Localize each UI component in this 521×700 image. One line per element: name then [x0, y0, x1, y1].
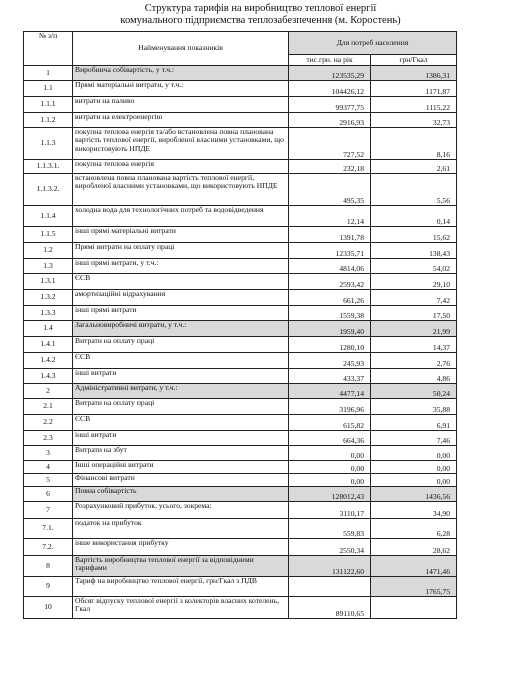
row-indicator-name: покупна теплова енергія: [73, 160, 289, 174]
table-row: [24, 174, 457, 206]
row-value-thousand-uah: 3110,17: [289, 502, 371, 519]
row-number: 2: [24, 384, 73, 399]
row-indicator-name: податок на прибуток: [73, 519, 289, 539]
row-value-uah-per-gcal: 4,86: [371, 369, 457, 384]
table-row: [24, 81, 457, 97]
row-value-uah-per-gcal: 8,16: [371, 128, 457, 160]
table-row: [24, 128, 457, 160]
row-value-thousand-uah: 2593,42: [289, 274, 371, 290]
row-value-thousand-uah: 99377,75: [289, 97, 371, 113]
row-number: 10: [24, 597, 73, 619]
row-value-uah-per-gcal: 7,42: [371, 290, 457, 306]
row-value-thousand-uah: 245,93: [289, 353, 371, 369]
table-row: [24, 399, 457, 415]
table-row: [24, 243, 457, 259]
row-number: 1: [24, 66, 73, 81]
row-value-thousand-uah: 433,37: [289, 369, 371, 384]
row-indicator-name: витрати на електроенергію: [73, 113, 289, 128]
row-value-uah-per-gcal: [371, 597, 457, 619]
table-row: [24, 487, 457, 502]
row-value-uah-per-gcal: 50,24: [371, 384, 457, 399]
row-number: 8: [24, 556, 73, 577]
table-row: [24, 369, 457, 384]
row-indicator-name: Прямі матеріальні витрати, у т.ч.:: [73, 81, 289, 97]
table-row: [24, 337, 457, 353]
row-value-thousand-uah: 664,36: [289, 431, 371, 446]
row-number: 7.2.: [24, 539, 73, 556]
row-value-thousand-uah: 1559,38: [289, 306, 371, 321]
row-number: 1.1.1: [24, 97, 73, 113]
row-value-uah-per-gcal: 1765,75: [371, 577, 457, 597]
table-row: [24, 431, 457, 446]
row-indicator-name: Виробнича собівартість, у т.ч.:: [73, 66, 289, 81]
row-indicator-name: інші витрати: [73, 431, 289, 446]
tariff-structure-table: [23, 31, 457, 619]
table-row: [24, 577, 457, 597]
row-number: 1.3.1: [24, 274, 73, 290]
row-number: 1.4: [24, 321, 73, 337]
row-value-uah-per-gcal: 1436,56: [371, 487, 457, 502]
row-number: 1.1.3.2.: [24, 174, 73, 206]
row-value-thousand-uah: 12335,71: [289, 243, 371, 259]
table-row: [24, 415, 457, 431]
row-value-thousand-uah: 3196,96: [289, 399, 371, 415]
table-row: [24, 66, 457, 81]
row-number: 1.3.3: [24, 306, 73, 321]
title-line-2: комунального підприємства теплозабезпечення (м. Коростень): [120, 15, 401, 26]
table-row: [24, 556, 457, 577]
row-indicator-name: ЄСВ: [73, 353, 289, 369]
row-indicator-name: покупна теплова енергія та/або встановлена повна планована вартість теплової енергії, виробленої власними установками, що використовують НПДЕ: [73, 128, 289, 160]
row-value-thousand-uah: 0,00: [289, 474, 371, 487]
row-value-uah-per-gcal: 1471,46: [371, 556, 457, 577]
row-indicator-name: ЄСВ: [73, 415, 289, 431]
row-value-uah-per-gcal: 28,62: [371, 539, 457, 556]
row-number: 1.2: [24, 243, 73, 259]
row-number: 4: [24, 461, 73, 474]
row-number: 1.1.3: [24, 128, 73, 160]
table-row: [24, 384, 457, 399]
row-number: 1.1.2: [24, 113, 73, 128]
row-value-thousand-uah: 2916,93: [289, 113, 371, 128]
row-value-thousand-uah: 4814,06: [289, 259, 371, 274]
document-title: [0, 3, 521, 27]
row-value-uah-per-gcal: 0,14: [371, 206, 457, 227]
row-value-thousand-uah: 232,18: [289, 160, 371, 174]
row-value-thousand-uah: 104426,12: [289, 81, 371, 97]
row-indicator-name: Інші операційні витрати: [73, 461, 289, 474]
row-value-thousand-uah: 1959,40: [289, 321, 371, 337]
row-indicator-name: Обсяг відпуску теплової енергії з колекторів власних котелень, Гкал: [73, 597, 289, 619]
row-value-thousand-uah: 123535,29: [289, 66, 371, 81]
row-value-uah-per-gcal: 54,02: [371, 259, 457, 274]
row-indicator-name: Розрахунковий прибуток, усього, зокрема:: [73, 502, 289, 519]
header-unit-thousand-uah: тис.грн. на рік: [289, 55, 371, 66]
row-number: 1.1: [24, 81, 73, 97]
header-number: № з/п: [24, 32, 73, 66]
row-value-uah-per-gcal: 138,43: [371, 243, 457, 259]
row-indicator-name: встановлена повна планована вартість теплової енергії, виробленої власними установками, що використовують НПДЕ: [73, 174, 289, 206]
row-value-uah-per-gcal: 6,91: [371, 415, 457, 431]
table-row: [24, 597, 457, 619]
table-row: [24, 461, 457, 474]
row-indicator-name: холодна вода для технологічних потреб та водовідведення: [73, 206, 289, 227]
row-number: 7.1.: [24, 519, 73, 539]
row-indicator-name: Прямі витрати на оплату праці: [73, 243, 289, 259]
row-value-thousand-uah: 89110,65: [289, 597, 371, 619]
row-number: 5: [24, 474, 73, 487]
row-value-thousand-uah: 1391,78: [289, 227, 371, 243]
row-value-uah-per-gcal: 2,76: [371, 353, 457, 369]
row-indicator-name: Адміністративні витрати, у т.ч.:: [73, 384, 289, 399]
row-value-thousand-uah: 559,83: [289, 519, 371, 539]
row-indicator-name: амортизаційні відрахування: [73, 290, 289, 306]
row-number: 3: [24, 446, 73, 461]
table-row: [24, 539, 457, 556]
row-number: 1.4.2: [24, 353, 73, 369]
row-value-uah-per-gcal: 15,62: [371, 227, 457, 243]
row-number: 9: [24, 577, 73, 597]
table-row: [24, 290, 457, 306]
row-value-uah-per-gcal: 7,46: [371, 431, 457, 446]
table-row: [24, 446, 457, 461]
row-value-uah-per-gcal: 17,50: [371, 306, 457, 321]
row-number: 2.3: [24, 431, 73, 446]
table-row: [24, 160, 457, 174]
row-number: 1.1.3.1.: [24, 160, 73, 174]
table-row: [24, 321, 457, 337]
title-line-1: Структура тарифів на виробництво теплової енергії: [144, 3, 377, 14]
row-indicator-name: інші прямі витрати: [73, 306, 289, 321]
row-indicator-name: Витрати на оплату праці: [73, 337, 289, 353]
row-value-thousand-uah: 4477,14: [289, 384, 371, 399]
table-row: [24, 474, 457, 487]
table-row: [24, 502, 457, 519]
header-indicator-name: Найменування показників: [73, 32, 289, 66]
row-value-uah-per-gcal: 1171,87: [371, 81, 457, 97]
row-value-uah-per-gcal: 1386,31: [371, 66, 457, 81]
row-value-uah-per-gcal: 6,28: [371, 519, 457, 539]
row-value-uah-per-gcal: 14,37: [371, 337, 457, 353]
table-row: [24, 274, 457, 290]
row-value-uah-per-gcal: 29,10: [371, 274, 457, 290]
row-indicator-name: Вартість виробництва теплової енергії за відповідними тарифами: [73, 556, 289, 577]
table-row: [24, 227, 457, 243]
row-value-thousand-uah: [289, 577, 371, 597]
row-indicator-name: інші прямі витрати, у т.ч.:: [73, 259, 289, 274]
row-indicator-name: ЄСВ: [73, 274, 289, 290]
row-number: 1.3: [24, 259, 73, 274]
row-value-uah-per-gcal: 21,99: [371, 321, 457, 337]
row-value-uah-per-gcal: 35,88: [371, 399, 457, 415]
row-value-thousand-uah: 128012,43: [289, 487, 371, 502]
row-number: 6: [24, 487, 73, 502]
row-value-uah-per-gcal: 0,00: [371, 474, 457, 487]
row-value-uah-per-gcal: 32,73: [371, 113, 457, 128]
row-number: 2.2: [24, 415, 73, 431]
row-number: 2.1: [24, 399, 73, 415]
row-number: 1.1.5: [24, 227, 73, 243]
row-indicator-name: Тариф на виробництво теплової енергії, грн/Гкал з ПДВ: [73, 577, 289, 597]
row-value-thousand-uah: 131122,60: [289, 556, 371, 577]
table-row: [24, 97, 457, 113]
row-value-thousand-uah: 12,14: [289, 206, 371, 227]
table-row: [24, 353, 457, 369]
row-indicator-name: Фінансові витрати: [73, 474, 289, 487]
row-indicator-name: Витрати на збут: [73, 446, 289, 461]
row-value-thousand-uah: 2550,34: [289, 539, 371, 556]
row-value-thousand-uah: 0,00: [289, 461, 371, 474]
row-indicator-name: Повна собівартість: [73, 487, 289, 502]
table-row: [24, 113, 457, 128]
row-number: 1.3.2: [24, 290, 73, 306]
table-row: [24, 519, 457, 539]
row-value-thousand-uah: 615,82: [289, 415, 371, 431]
table-body: [24, 66, 457, 619]
row-value-uah-per-gcal: 0,00: [371, 446, 457, 461]
table-row: [24, 206, 457, 227]
row-value-thousand-uah: 727,52: [289, 128, 371, 160]
row-value-uah-per-gcal: 2,61: [371, 160, 457, 174]
row-indicator-name: інші витрати: [73, 369, 289, 384]
row-value-uah-per-gcal: 0,00: [371, 461, 457, 474]
row-indicator-name: Загальновиробничі витрати, у т.ч.:: [73, 321, 289, 337]
row-value-uah-per-gcal: 1115,22: [371, 97, 457, 113]
row-number: 7: [24, 502, 73, 519]
row-value-thousand-uah: 495,35: [289, 174, 371, 206]
row-indicator-name: витрати на паливо: [73, 97, 289, 113]
row-number: 1.4.3: [24, 369, 73, 384]
table-row: [24, 306, 457, 321]
row-value-thousand-uah: 0,00: [289, 446, 371, 461]
row-value-thousand-uah: 661,26: [289, 290, 371, 306]
row-number: 1.4.1: [24, 337, 73, 353]
row-indicator-name: інше використання прибутку: [73, 539, 289, 556]
row-number: 1.1.4: [24, 206, 73, 227]
row-value-uah-per-gcal: 34,90: [371, 502, 457, 519]
table-row: [24, 259, 457, 274]
row-value-uah-per-gcal: 5,56: [371, 174, 457, 206]
header-population-needs: Для потреб населення: [289, 32, 457, 55]
row-indicator-name: інші прямі матеріальні витрати: [73, 227, 289, 243]
row-indicator-name: Витрати на оплату праці: [73, 399, 289, 415]
header-unit-uah-per-gcal: грн/Гкал: [371, 55, 457, 66]
row-value-thousand-uah: 1280,10: [289, 337, 371, 353]
